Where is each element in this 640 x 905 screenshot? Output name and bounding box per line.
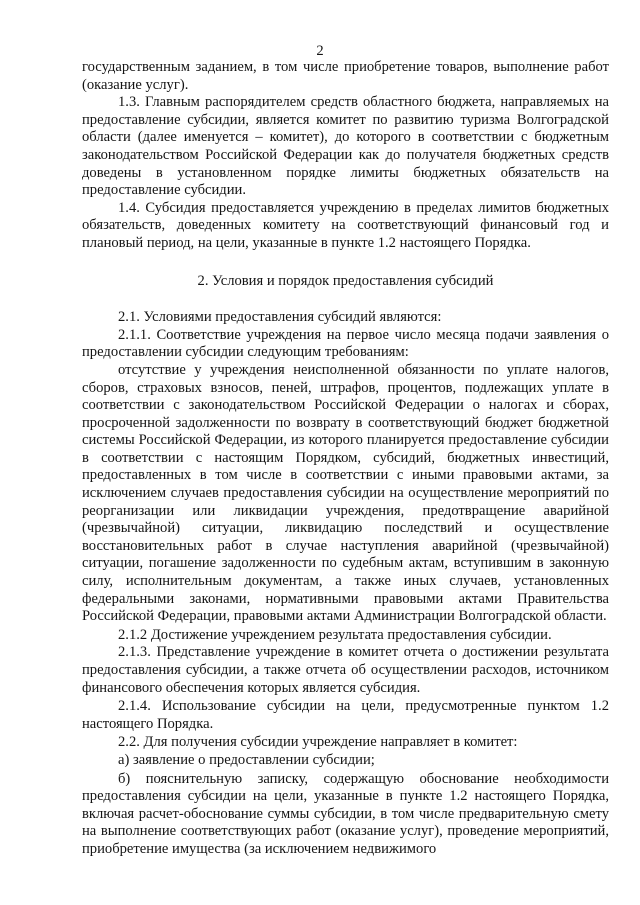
paragraph-2-1: 2.1. Условиями предоставления субсидий являются: <box>118 309 442 326</box>
paragraph-1-3: 1.3. Главным распорядителем средств областного бюджета, направляемых на предоставление субсидии, является комитет по развитию туризма Волгоградской области (далее именуется – комитет), до которого в соответствии с бюджетным законодательством Российской Федерации как до получателя бюджетных средств доведены в установленном порядке лимиты бюджетных обязательств на предоставление субсидии. <box>82 94 609 199</box>
paragraph-continuation: государственным заданием, в том числе приобретение товаров, выполнение работ (оказание услуг). <box>82 59 609 93</box>
paragraph-1-4: 1.4. Субсидия предоставляется учреждению в пределах лимитов бюджетных обязательств, доведенных комитету на соответствующий финансовый год и плановый период, на цели, указанные в пункте 1.2 настоящего Порядка. <box>82 199 609 251</box>
section-heading: 2. Условия и порядок предоставления субсидий <box>197 272 494 289</box>
paragraph-item-a: а) заявление о предоставлении субсидии; <box>118 751 375 768</box>
paragraph-2-1-3: 2.1.3. Представление учреждение в комитет отчета о достижении результата предоставления субсидии, а также отчета об осуществлении расходов, источником финансового обеспечения которых является субсидия. <box>82 644 609 696</box>
paragraph-requirement: отсутствие у учреждения неисполненной обязанности по уплате налогов, сборов, страховых взносов, пеней, штрафов, процентов, подлежащих уплате в соответствии с законодательством Российской Федерации о налогах и сборах, просроченной задолженности по возврату в соответствующий бюджет бюджетной системы Российской Федерации, из которого планируется предоставление субсидии в соответствии с настоящим Порядком, субсидий, бюджетных инвестиций, предоставленных в том числе в соответствии с иными правовыми актами, за исключением случаев предоставления субсидии на осуществление мероприятий по реорганизации или ликвидации учреждения, предотвращение аварийной (чрезвычайной) ситуации, ликвидацию последствий и осуществление восстановительных работ в случае наступления аварийной (чрезвычайной) ситуации, погашение задолженности по судебным актам, вступившим в законную силу, исполнительным документам, а также иных случаев, установленных федеральными законами, нормативными правовыми актами Правительства Российской Федерации, правовыми актами Администрации Волгоградской области. <box>82 361 609 625</box>
paragraph-2-1-4: 2.1.4. Использование субсидии на цели, предусмотренные пунктом 1.2 настоящего Порядка. <box>82 698 609 732</box>
paragraph-item-b: б) пояснительную записку, содержащую обоснование необходимости предоставления субсидии на цели, указанные в пункте 1.2 настоящего Порядка, включая расчет-обоснование суммы субсидии, в том числе предварительную смету на выполнение соответствующих работ (оказание услуг), проведение мероприятий, приобретение имущества (за исключением недвижимого <box>82 770 609 857</box>
paragraph-2-1-1: 2.1.1. Соответствие учреждения на первое число месяца подачи заявления о предоставлении субсидии следующим требованиям: <box>82 326 609 361</box>
paragraph-2-1-2: 2.1.2 Достижение учреждением результата предоставления субсидии. <box>118 626 552 643</box>
paragraph-2-2: 2.2. Для получения субсидии учреждение направляет в комитет: <box>118 734 518 751</box>
page-number: 2 <box>316 43 324 59</box>
document-body <box>82 59 609 859</box>
